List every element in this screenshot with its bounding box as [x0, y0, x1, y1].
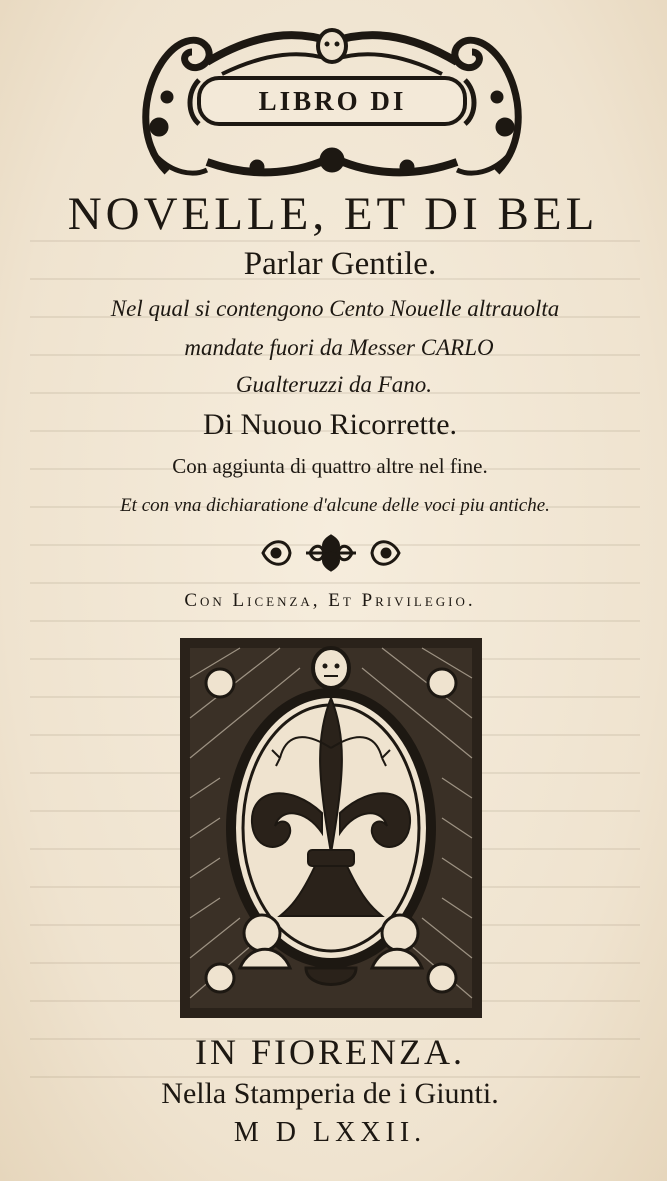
addition-line: Con aggiunta di quattro altre nel fine. [172, 454, 488, 478]
title-line-2: Parlar Gentile. [243, 246, 437, 282]
fleuron-icon [258, 532, 404, 574]
glossary-note: Et con vna dichiaratione d'alcune delle voci piu antiche. [120, 495, 550, 516]
imprint-printer: Nella Stamperia de i Giunti. [161, 1077, 499, 1110]
license-line: Con Licenza, Et Privilegio. [184, 590, 476, 611]
giunti-lily-device-icon [180, 638, 482, 1018]
imprint-year: M D LXXII. [233, 1117, 427, 1148]
description-line-3: Gualteruzzi da Fano. [235, 372, 433, 397]
imprint-city: IN FIORENZA. [195, 1032, 465, 1072]
cartouche-label: LIBRO DI [258, 86, 407, 116]
description-line-2: mandate fuori da Messer CARLO [184, 335, 494, 360]
description-line-1: Nel qual si contengono Cento Nouelle altrauolta [110, 296, 560, 321]
edition-line: Di Nuouo Ricorrette. [202, 408, 458, 441]
title-line-1: NOVELLE, ET DI BEL [67, 188, 599, 240]
